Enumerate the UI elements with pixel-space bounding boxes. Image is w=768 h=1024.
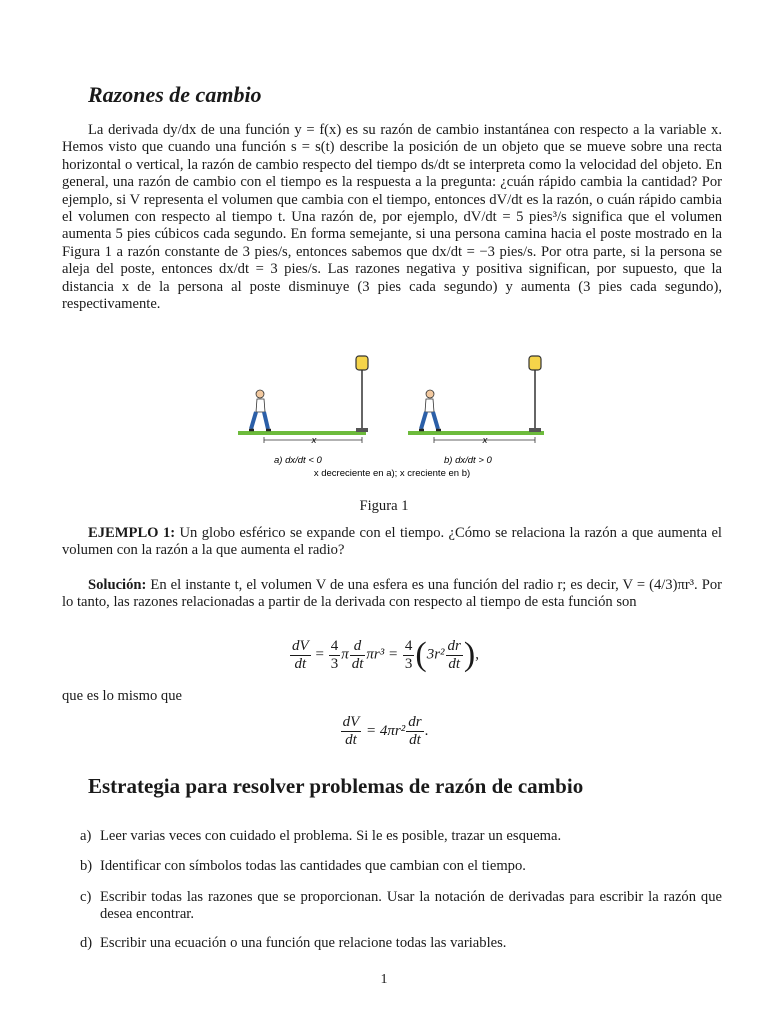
solution-label: Solución: bbox=[88, 577, 147, 593]
walking-person-lamp-illustration bbox=[236, 352, 548, 482]
section-title: Razones de cambio bbox=[88, 82, 262, 107]
list-item: c) Escribir todas las razones que se proporcionan. Usar la notación de derivadas para escribir la razón que desea encontrar. bbox=[80, 889, 722, 923]
panel-a bbox=[238, 356, 368, 466]
label-b: b) dx/dt > 0 bbox=[444, 455, 492, 466]
figure-subcaption: x decreciente en a); x creciente en b) bbox=[313, 468, 471, 479]
solution-paragraph bbox=[62, 577, 722, 612]
page-number: 1 bbox=[380, 972, 388, 987]
list-item: b) Identificar con símbolos todas las cantidades que cambian con el tiempo. bbox=[80, 858, 526, 874]
lamp-icon-b bbox=[529, 356, 541, 370]
solution-text: En el instante t, el volumen V de una esfera es una función del radio r; es decir, V = (4/3)πr³. Por lo tanto, las razones relacionadas a partir de la derivada con respecto al tiempo de esta función son bbox=[62, 577, 722, 611]
equation-1: $\frac{dV}{dt}$ = $\frac{4}{3}$ π $\frac{d}{dt}$ πr³ = $\frac{4}{3}$ (3r² $\frac{dr}{dt}$ ), bbox=[292, 636, 479, 673]
figure-1 bbox=[236, 352, 548, 482]
list-item: a) Leer varias veces con cuidado el problema. Si le es posible, trazar un esquema. bbox=[80, 828, 562, 844]
person-icon-a bbox=[249, 390, 271, 430]
lamp-base-a bbox=[356, 428, 368, 432]
lamp-icon-a bbox=[356, 356, 368, 370]
ground-b bbox=[408, 431, 544, 435]
example-text: Un globo esférico se expande con el tiempo. ¿Cómo se relaciona la razón a que aumenta el volumen con la razón a la que aumenta el radio? bbox=[62, 525, 722, 559]
ground-a bbox=[238, 431, 366, 435]
panel-b bbox=[408, 356, 544, 466]
example-label: EJEMPLO 1: bbox=[88, 525, 176, 541]
equation-2: $\frac{dV}{dt}$ = 4πr² $\frac{dr}{dt}$ . bbox=[342, 714, 429, 748]
connector-text: que es lo mismo que bbox=[62, 688, 182, 704]
lamp-base-b bbox=[529, 428, 541, 432]
example-paragraph bbox=[62, 525, 722, 560]
distance-label-b: x bbox=[482, 435, 488, 446]
intro-paragraph: La derivada dy/dx de una función y = f(x) es su razón de cambio instantánea con respecto a la variable x. Hemos visto que cuando una función s = s(t) describe la posición de un objeto que se mueve sobre una recta horizontal o vertical, la razón de cambio respecto del tiempo ds/dt se interpreta como la velocidad del objeto. En general, una razón de cambio con el tiempo es la respuesta a la pregunta: ¿cuán rápido cambia la cantidad? Por ejemplo, si V representa el volumen que cambia con el tiempo, entonces dV/dt es la razón, o cuán rápido cambia el volumen con respecto al tiempo t. Una razón de, por ejemplo, dV/dt = 5 pies³/s significa que el volumen aumenta 5 pies cúbicos cada segundo. En forma semejante, si una persona camina hacia el poste mostrado en la Figura 1 a razón constante de 3 pies/s, entonces sabemos que dx/dt = −3 pies/s. Por otra parte, si la persona se aleja del poste, entonces dx/dt = 3 pies/s. Las razones negativa y positiva significan, por supuesto, que la distancia x de la persona al poste disminuye (3 pies cada segundo) y aumenta (3 pies cada segundo), respectivamente. bbox=[62, 122, 722, 313]
person-icon-b bbox=[419, 390, 441, 430]
figure-caption: Figura 1 bbox=[359, 498, 409, 514]
strategy-title: Estrategia para resolver problemas de razón de cambio bbox=[88, 774, 584, 798]
distance-label-a: x bbox=[311, 435, 317, 446]
list-item: d) Escribir una ecuación o una función que relacione todas las variables. bbox=[80, 935, 507, 951]
label-a: a) dx/dt < 0 bbox=[274, 455, 322, 466]
